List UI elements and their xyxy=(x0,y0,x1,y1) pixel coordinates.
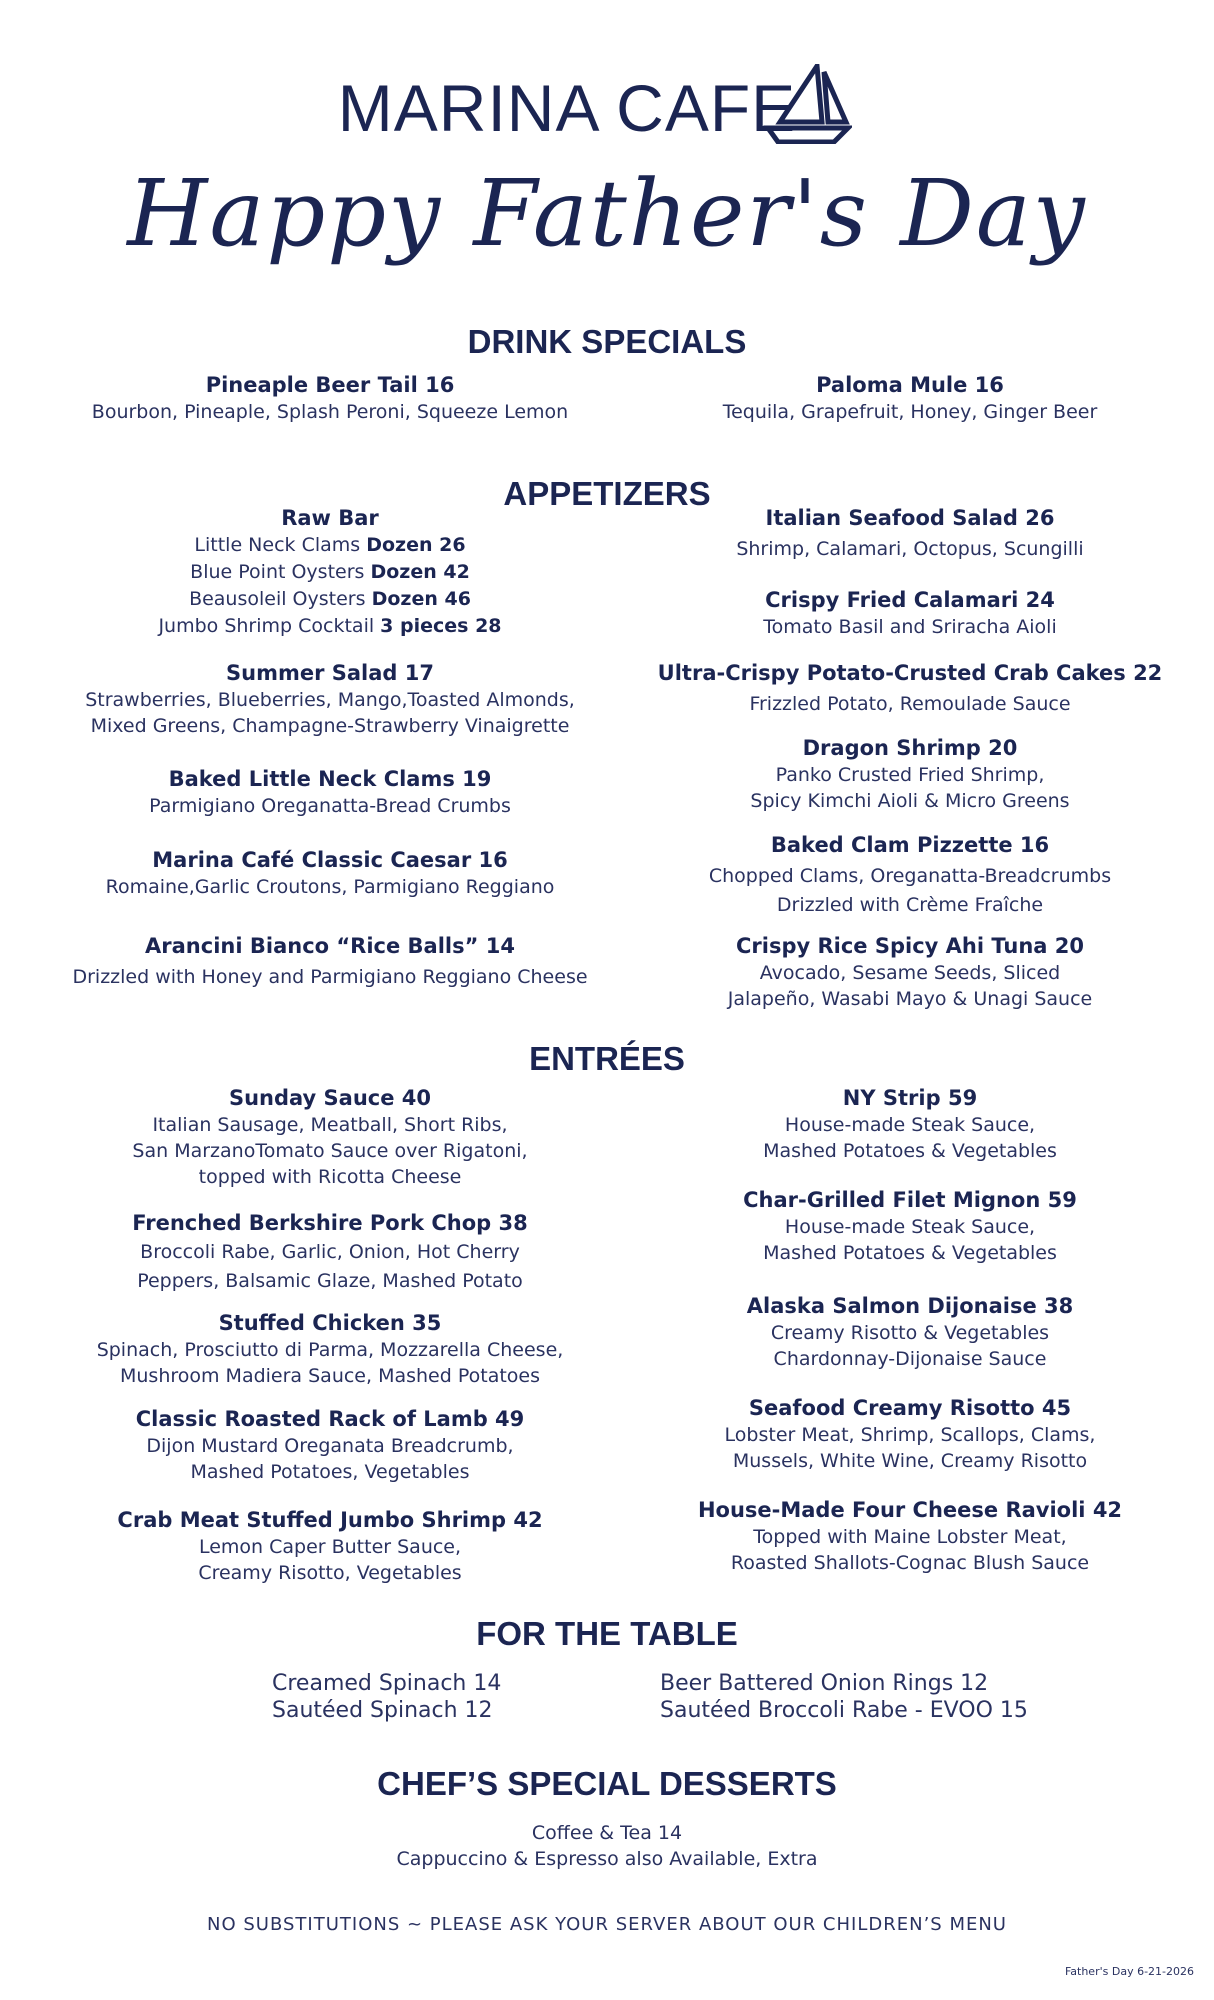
drink-description: Tequila, Grapefruit, Honey, Ginger Beer xyxy=(722,401,1098,423)
appetizer-description: Avocado, Sesame Seeds, Sliced xyxy=(759,962,1061,984)
entree-description: topped with Ricotta Cheese xyxy=(198,1166,462,1188)
entree-description: Creamy Risotto & Vegetables xyxy=(770,1322,1050,1344)
entree-item xyxy=(50,1507,610,1586)
appetizer-item xyxy=(630,587,1190,640)
drink-specials-title: DRINK SPECIALS xyxy=(467,323,747,360)
appetizer-description: Chopped Clams, Oreganatta-Breadcrumbs xyxy=(708,865,1112,887)
appetizer-name: Baked Clam Pizzette 16 xyxy=(770,833,1050,857)
entree-item xyxy=(50,1085,610,1190)
entree-description: Roasted Shallots-Cognac Blush Sauce xyxy=(730,1552,1090,1574)
entree-name: Seafood Creamy Risotto 45 xyxy=(748,1396,1072,1420)
entree-name: Frenched Berkshire Pork Chop 38 xyxy=(132,1211,528,1235)
sides-right-list xyxy=(660,1670,1028,1724)
appetizer-item xyxy=(50,660,610,739)
appetizer-item xyxy=(50,933,610,990)
raw-bar-name: Raw Bar xyxy=(281,506,379,530)
side-item: Creamed Spinach 14 xyxy=(272,1671,502,1696)
for-the-table-title: FOR THE TABLE xyxy=(476,1615,738,1652)
entree-name: Char-Grilled Filet Mignon 59 xyxy=(743,1188,1077,1212)
entree-description: House-made Steak Sauce, xyxy=(784,1114,1036,1136)
appetizer-name: Marina Café Classic Caesar 16 xyxy=(152,848,508,872)
entree-item xyxy=(50,1310,610,1389)
appetizer-description: Drizzled with Crème Fraîche xyxy=(776,894,1044,916)
side-item: Beer Battered Onion Rings 12 xyxy=(660,1671,989,1696)
entree-description: Peppers, Balsamic Glaze, Mashed Potato xyxy=(137,1270,523,1292)
dessert-line: Coffee & Tea 14 xyxy=(531,1822,683,1844)
appetizer-item xyxy=(630,660,1190,717)
drink-item xyxy=(50,372,610,425)
appetizer-item xyxy=(630,505,1190,562)
entree-name: Crab Meat Stuffed Jumbo Shrimp 42 xyxy=(117,1508,543,1532)
raw-bar-line: Blue Point Oysters Dozen 42 xyxy=(190,561,470,583)
sides-left-list xyxy=(272,1670,501,1724)
dessert-line: Cappuccino & Espresso also Available, Extra xyxy=(396,1848,818,1870)
fathers-day-script-heading: Happy Father's Day xyxy=(127,160,1087,267)
entree-description: Mashed Potatoes & Vegetables xyxy=(763,1242,1057,1264)
appetizer-description: Mixed Greens, Champagne-Strawberry Vinaigrette xyxy=(90,715,570,737)
entree-item xyxy=(630,1395,1190,1474)
appetizer-description: Panko Crusted Fried Shrimp, xyxy=(775,764,1045,786)
entree-item xyxy=(630,1293,1190,1372)
appetizer-description: Romaine,Garlic Croutons, Parmigiano Reggiano xyxy=(105,876,555,898)
entree-description: Italian Sausage, Meatball, Short Ribs, xyxy=(152,1114,508,1136)
appetizer-name: Dragon Shrimp 20 xyxy=(802,736,1018,760)
appetizer-description: Tomato Basil and Sriracha Aioli xyxy=(763,616,1057,638)
entree-item xyxy=(630,1497,1190,1576)
entree-description: Mushroom Madiera Sauce, Mashed Potatoes xyxy=(119,1365,540,1387)
footer-note: NO SUBSTITUTIONS ~ PLEASE ASK YOUR SERVER ABOUT OUR CHILDREN’S MENU xyxy=(207,1914,1007,1935)
appetizer-name: Ultra-Crispy Potato-Crusted Crab Cakes 22 xyxy=(657,661,1163,685)
entree-item xyxy=(630,1085,1190,1164)
entrees-title: ENTRÉES xyxy=(529,1040,685,1077)
appetizer-description: Jalapeño, Wasabi Mayo & Unagi Sauce xyxy=(727,988,1093,1010)
raw-bar-line: Little Neck Clams Dozen 26 xyxy=(194,534,466,556)
entree-item xyxy=(50,1210,610,1294)
entree-description: Broccoli Rabe, Garlic, Onion, Hot Cherry xyxy=(140,1241,520,1263)
entree-description: Mashed Potatoes & Vegetables xyxy=(763,1140,1057,1162)
appetizer-description: Strawberries, Blueberries, Mango,Toasted Almonds, xyxy=(85,689,575,711)
appetizer-description: Drizzled with Honey and Parmigiano Reggiano Cheese xyxy=(72,966,588,988)
entree-description: Spinach, Prosciutto di Parma, Mozzarella Cheese, xyxy=(96,1339,564,1361)
appetizer-item xyxy=(630,933,1190,1012)
entree-description: Topped with Maine Lobster Meat, xyxy=(753,1526,1067,1548)
entree-description: Lobster Meat, Shrimp, Scallops, Clams, xyxy=(724,1424,1096,1446)
entree-name: Stuffed Chicken 35 xyxy=(218,1311,442,1335)
appetizer-item xyxy=(630,832,1190,918)
date-stamp: Father's Day 6-21-2026 xyxy=(1064,1965,1194,1978)
drink-description: Bourbon, Pineaple, Splash Peroni, Squeeze Lemon xyxy=(91,401,569,423)
raw-bar-line: Beausoleil Oysters Dozen 46 xyxy=(189,588,471,610)
drink-item xyxy=(630,372,1190,425)
appetizer-description: Parmigiano Oreganatta-Bread Crumbs xyxy=(149,795,511,817)
brand-logo-text: MARINA CAFE xyxy=(337,71,797,145)
appetizer-name: Crispy Fried Calamari 24 xyxy=(765,588,1055,612)
appetizer-description: Spicy Kimchi Aioli & Micro Greens xyxy=(750,790,1070,812)
desserts-info xyxy=(0,1820,1214,1872)
entree-description: Chardonnay-Dijonaise Sauce xyxy=(773,1348,1047,1370)
appetizer-item xyxy=(630,735,1190,814)
entree-name: Sunday Sauce 40 xyxy=(228,1086,432,1110)
appetizer-name: Italian Seafood Salad 26 xyxy=(765,506,1055,530)
appetizer-description: Shrimp, Calamari, Octopus, Scungilli xyxy=(736,538,1084,560)
entree-description: Mussels, White Wine, Creamy Risotto xyxy=(732,1450,1088,1472)
side-item: Sautéed Broccoli Rabe - EVOO 15 xyxy=(660,1698,1028,1723)
appetizer-item xyxy=(50,847,610,900)
entree-item xyxy=(630,1187,1190,1266)
side-item: Sautéed Spinach 12 xyxy=(272,1698,493,1723)
entree-name: Classic Roasted Rack of Lamb 49 xyxy=(135,1407,525,1431)
sailboat-logo-icon xyxy=(762,64,852,144)
appetizer-name: Summer Salad 17 xyxy=(226,661,434,685)
entree-item xyxy=(50,1406,610,1485)
entree-description: Dijon Mustard Oreganata Breadcrumb, xyxy=(146,1435,514,1457)
entree-description: Creamy Risotto, Vegetables xyxy=(198,1562,462,1584)
entree-description: San MarzanoTomato Sauce over Rigatoni, xyxy=(132,1140,528,1162)
entree-description: House-made Steak Sauce, xyxy=(784,1216,1036,1238)
entree-description: Mashed Potatoes, Vegetables xyxy=(190,1461,470,1483)
entree-description: Lemon Caper Butter Sauce, xyxy=(198,1536,462,1558)
entree-name: House-Made Four Cheese Ravioli 42 xyxy=(697,1498,1123,1522)
raw-bar-item xyxy=(50,505,610,640)
appetizer-name: Crispy Rice Spicy Ahi Tuna 20 xyxy=(735,934,1084,958)
appetizer-name: Baked Little Neck Clams 19 xyxy=(168,767,492,791)
appetizer-item xyxy=(50,766,610,819)
desserts-title: CHEF’S SPECIAL DESSERTS xyxy=(377,1765,837,1802)
entree-name: Alaska Salmon Dijonaise 38 xyxy=(746,1294,1074,1318)
drink-name: Pineaple Beer Tail 16 xyxy=(205,373,455,397)
drink-name: Paloma Mule 16 xyxy=(816,373,1004,397)
appetizer-name: Arancini Bianco “Rice Balls” 14 xyxy=(145,934,515,958)
appetizers-title: APPETIZERS xyxy=(503,475,711,512)
raw-bar-line: Jumbo Shrimp Cocktail 3 pieces 28 xyxy=(158,615,502,637)
entree-name: NY Strip 59 xyxy=(842,1086,978,1110)
appetizer-description: Frizzled Potato, Remoulade Sauce xyxy=(749,693,1071,715)
